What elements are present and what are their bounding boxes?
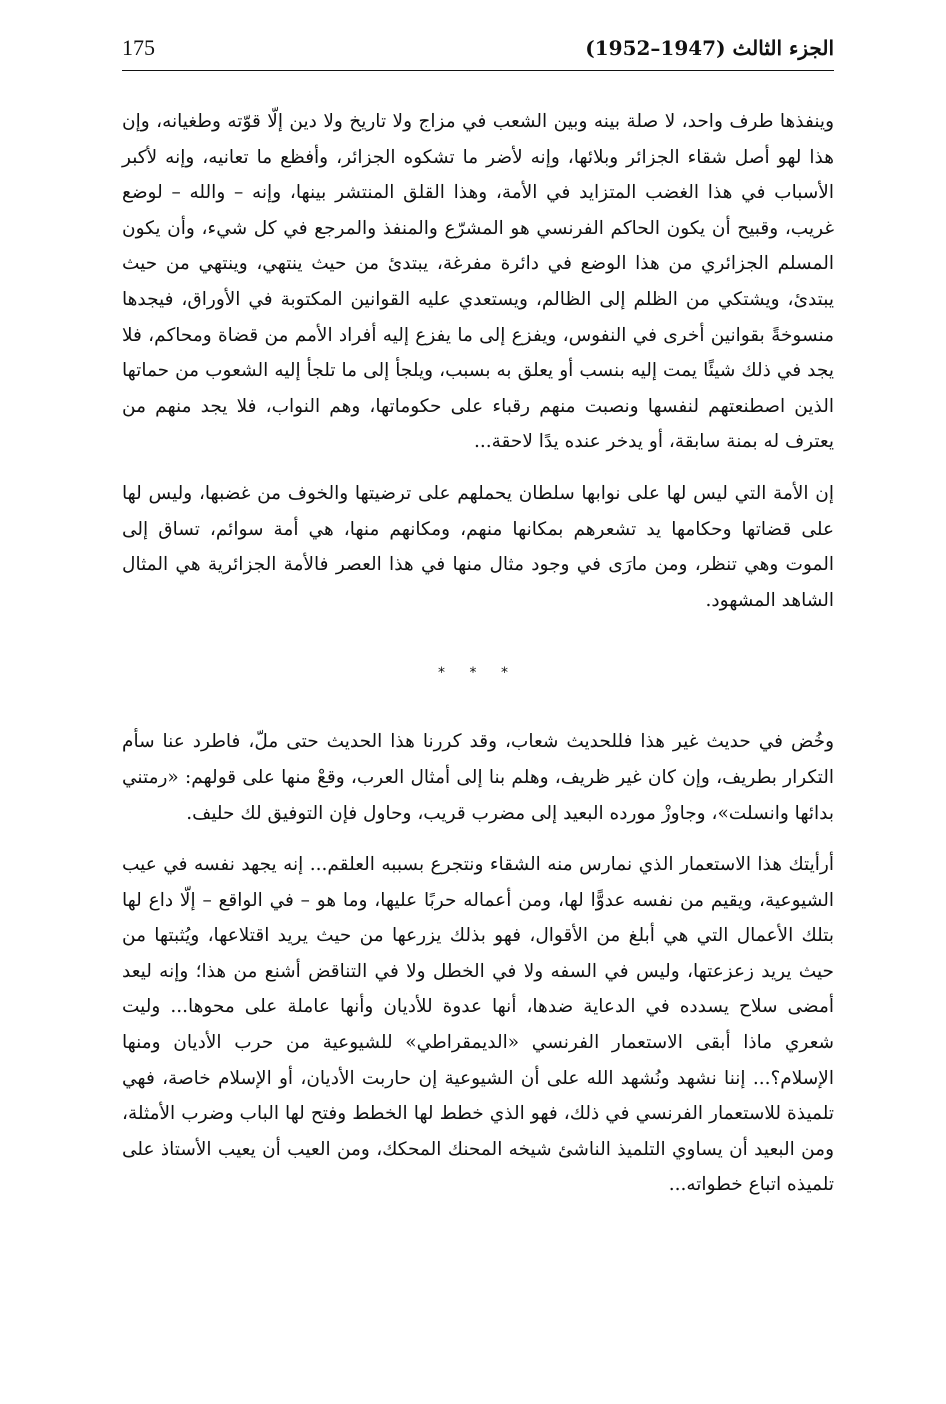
section-separator: * * * [438,665,518,682]
page-body [122,104,834,1203]
paragraph-3: وخُض في حديث غير هذا فللحديث شعاب، وقد كررنا هذا الحديث حتى ملّ، فاطرد عنا سأم التكرار بطريف، وإن كان غير ظريف، وهلم بنا إلى أمثال العرب، وقعْ منها على قولهم: «رمتني بدائها وانسلت»، وجاوزْ مورده البعيد إلى مضرب قريب، وحاول فإن التوفيق لك حليف. [122,731,834,824]
paragraph-4: أرأيتك هذا الاستعمار الذي نمارس منه الشقاء ونتجرع بسببه العلقم... إنه يجهد نفسه في عيب الشيوعية، ويقيم من نفسه عدوًّا لها، ومن أعماله حربًا عليها، وما هو – في الواقع – إلّا داع لها بتلك الأعمال التي هي أبلغ من الأقوال، فهو بذلك يزرعها من حيث يريد اقتلاعها، ويُثبتها من حيث يريد زعزعتها، وليس في السفه ولا في الخطل ولا في التناقض أشنع من هذا؛ وإنه ليعد أمضى سلاح يسدده في الدعاية ضدها، أنها عدوة للأديان وأنها عاملة على محوها... وليت شعري ماذا أبقى الاستعمار الفرنسي «الديمقراطي» للشيوعية من حرب الأديان ومنها الإسلام؟... إننا نشهد ونُشهد الله على أن الشيوعية إن حاربت الأديان، أو الإسلام خاصة، فهي تلميذة للاستعمار الفرنسي في ذلك، فهو الذي خطط لها الخطط وفتح لها الباب وضرب الأمثلة، ومن البعيد أن يساوي التلميذ الناشئ شيخه المحنك المحكك، ومن العيب أن يعيب الأستاذ على تلميذه اتباع خطواته... [122,854,834,1196]
paragraph-gap [122,460,834,476]
page-header [122,34,834,71]
running-head: الجزء الثالث (1947–1952) [585,36,834,60]
paragraph-2: إن الأمة التي ليس لها على نوابها سلطان يحملهم على ترضيتها والخوف من غضبها، وليس لها على قضاتها وحكامها يد تشعرهم بمكانها منهم، ومكانهم منها، هي أمة سوائم، تساق إلى الموت وهي تنظر، ومن مارَى في وجود مثال منها في هذا العصر فالأمة الجزائرية هي المثال الشاهد المشهود. [122,482,834,611]
paragraph-gap [122,831,834,847]
paragraph-1: وينفذها طرف واحد، لا صلة بينه وبين الشعب في مزاج ولا تاريخ ولا دين إلّا قوّته وطغيانه، وإن هذا لهو أصل شقاء الجزائر وبلائها، وإنه لأضر ما تشكوه الجزائر، وأفظع ما تعانيه، وإنه لأكبر الأسباب في هذا الغضب المتزايد في الأمة، وهذا القلق المنتشر بينها، وإنه – والله – لوضع غريب، وقبيح أن يكون الحاكم الفرنسي هو المشرّع والمنفذ والمرجع في كل شيء، وأن يكون المسلم الجزائري من هذا الوضع في دائرة مفرغة، يبتدئ من حيث ينتهي، وينتهي من حيث يبتدئ، ويشتكي من الظلم إلى الظالم، ويستعدي عليه القوانين المكتوبة في الأوراق، فيجدها منسوخةً بقوانين أخرى في النفوس، ويفزع إلى ما يفزع إليه أفراد الأمم من قضاة ومحاكم، فلا يجد في ذلك شيئًا يمت إليه بنسب أو يعلق به بسبب، ويلجأ إلى ما تلجأ إليه الشعوب من حماتها الذين اصطنعتهم لنفسها ونصبت منهم رقباء على حكوماتها، وهم النواب، فلا يجد منهم من يعترف له بمنة سابقة، أو يدخر عنده يدًا لاحقة... [122,111,834,453]
page-number: 175 [122,35,155,60]
